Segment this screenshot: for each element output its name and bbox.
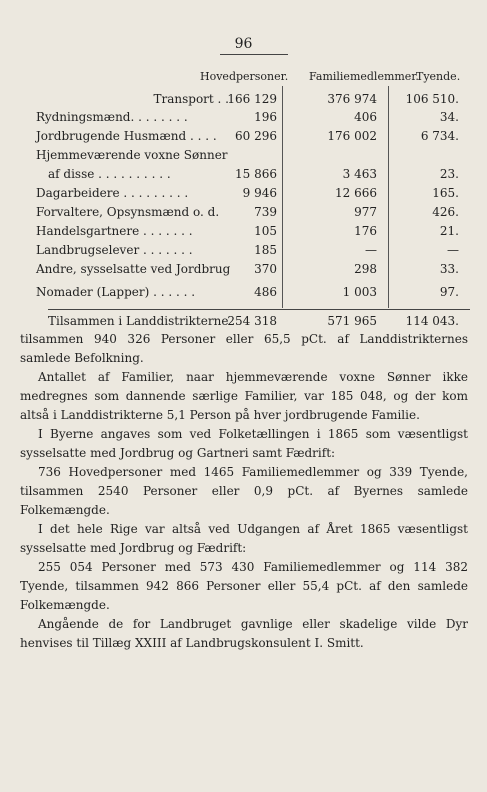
table-row [0, 92, 487, 110]
cell-familiemedlemmer: 376 974 [327, 92, 377, 106]
row-label: Handelsgartnere . . . . . . . [36, 224, 193, 238]
row-label: Dagarbeidere . . . . . . . . . [36, 186, 189, 200]
row-label: Hjemmeværende voxne Sønner [36, 148, 228, 162]
cell-tyende: 34. [439, 110, 459, 124]
table-sum-rule [48, 309, 470, 310]
paragraph-7: Angående de for Landbruget gavnlige eller skadelige vilde Dyr henvises til Tillæg XXIII af Landbrugskonsulent I. Smitt. [20, 617, 468, 650]
paragraph-4: 736 Hovedpersoner med 1465 Familiemedlemmer og 339 Tyende, tilsammen 2540 Personer eller 0,9 pCt. af Byernes samlede Folkemængde. [20, 465, 468, 517]
total-familiemedlemmer: 571 965 [327, 314, 377, 328]
page-number: 96 [234, 36, 253, 52]
table-row [0, 148, 487, 166]
cell-familiemedlemmer: 3 463 [342, 167, 377, 181]
row-label: Andre, sysselsatte ved Jordbrug [36, 262, 231, 276]
cell-hovedpersoner: 15 866 [235, 167, 277, 181]
paragraph-3: I Byerne angaves som ved Folketællingen i 1865 som væsentligst sysselsatte med Jordbrug og Gartneri samt Fædrift: [20, 427, 468, 460]
total-label: Tilsammen i Landdistrikterne [48, 314, 229, 328]
table-row [0, 224, 487, 242]
body-text [20, 330, 468, 653]
table-row [0, 167, 487, 185]
table-row [0, 110, 487, 128]
cell-tyende: 106 510. [405, 92, 459, 106]
row-label: Nomader (Lapper) . . . . . . [36, 285, 196, 299]
cell-tyende: 33. [439, 262, 459, 276]
cell-tyende: — [447, 243, 459, 257]
cell-hovedpersoner: 60 296 [235, 129, 277, 143]
total-tyende: 114 043. [405, 314, 459, 328]
table-row [0, 205, 487, 223]
cell-hovedpersoner: 196 [254, 110, 277, 124]
cell-familiemedlemmer: 298 [354, 262, 377, 276]
cell-familiemedlemmer: 176 002 [327, 129, 377, 143]
paragraph-1: tilsammen 940 326 Personer eller 65,5 pCt. af Landdistrikternes samlede Befolkning. [20, 332, 468, 365]
row-label: af disse . . . . . . . . . . [48, 167, 171, 181]
row-label: Rydningsmænd. . . . . . . . [36, 110, 188, 124]
table-row [0, 129, 487, 147]
cell-tyende: 97. [439, 285, 459, 299]
paragraph-2: Antallet af Familier, naar hjemmeværende voxne Sønner ikke medregnes som dannende særlige Familier, var 185 048, og der kom altså i Landdistrikterne 5,1 Person på hver jordbrugende Familie. [20, 370, 468, 422]
paragraph-5: I det hele Rige var altså ved Udgangen af Året 1865 væsentligst sysselsatte med Jordbrug og Fædrift: [20, 522, 468, 555]
total-hovedpersoner: 254 318 [227, 314, 277, 328]
cell-tyende: 23. [439, 167, 459, 181]
header-hovedpersoner: Hovedpersoner. [200, 70, 289, 83]
cell-hovedpersoner: 185 [254, 243, 277, 257]
cell-hovedpersoner: 166 129 [227, 92, 277, 106]
cell-familiemedlemmer: 176 [354, 224, 377, 238]
cell-familiemedlemmer: 12 666 [335, 186, 377, 200]
cell-familiemedlemmer: — [365, 243, 377, 257]
header-familiemedlemmer: Familiemedlemmer. [309, 70, 419, 83]
paragraph-6: 255 054 Personer med 573 430 Familiemedlemmer og 114 382 Tyende, tilsammen 942 866 Personer eller 55,4 pCt. af den samlede Folkemængde. [20, 560, 468, 612]
row-label: Jordbrugende Husmænd . . . . [36, 129, 217, 143]
table-row [0, 285, 487, 303]
table-row [0, 243, 487, 261]
cell-hovedpersoner: 370 [254, 262, 277, 276]
cell-familiemedlemmer: 1 003 [342, 285, 377, 299]
cell-tyende: 165. [432, 186, 459, 200]
cell-tyende: 426. [432, 205, 459, 219]
table-row [0, 262, 487, 280]
cell-hovedpersoner: 739 [254, 205, 277, 219]
cell-tyende: 6 734. [420, 129, 459, 143]
page-number-rule [220, 54, 288, 55]
cell-hovedpersoner: 9 946 [242, 186, 277, 200]
cell-familiemedlemmer: 406 [354, 110, 377, 124]
cell-familiemedlemmer: 977 [354, 205, 377, 219]
row-label: Forvaltere, Opsynsmænd o. d. [36, 205, 220, 219]
row-label: Landbrugselever . . . . . . . [36, 243, 193, 257]
cell-hovedpersoner: 105 [254, 224, 277, 238]
cell-hovedpersoner: 486 [254, 285, 277, 299]
row-label: Transport . . [153, 92, 229, 106]
table-row [0, 186, 487, 204]
header-tyende: Tyende. [416, 70, 461, 83]
cell-tyende: 21. [439, 224, 459, 238]
